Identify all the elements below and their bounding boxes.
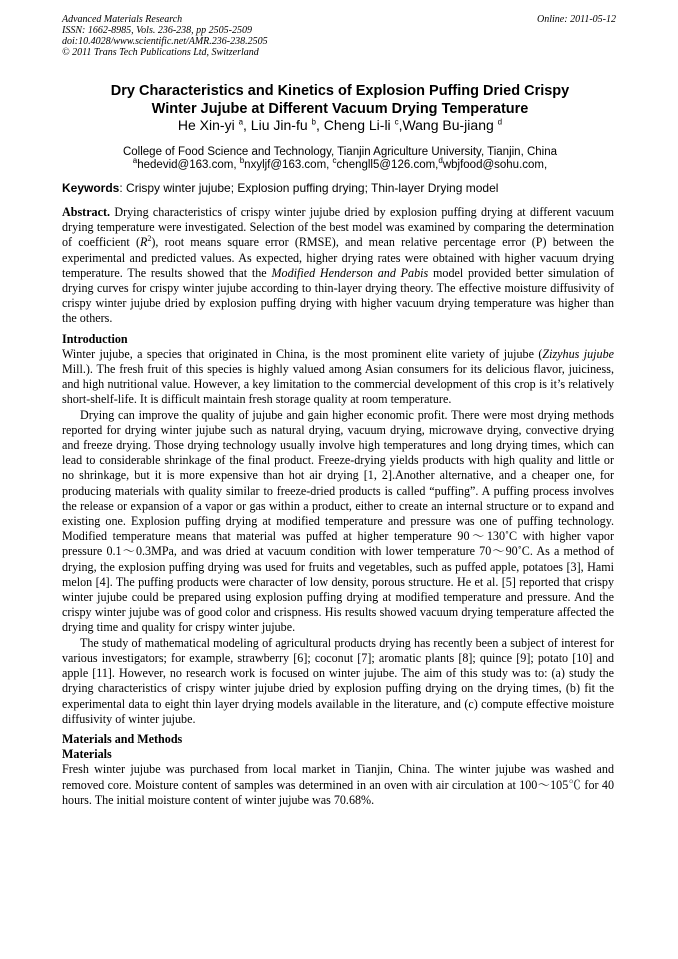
email-c[interactable]: chengll5@126.com, [336,159,439,171]
online-date: Online: 2011-05-12 [537,14,616,25]
doi-line: doi:10.4028/www.scientific.net/AMR.236-238.2505 [62,36,268,47]
intro-p1-text-a: Winter jujube, a species that originated in China, is the most prominent elite variety of jujube ( [62,346,543,361]
journal-name: Advanced Materials Research [62,14,183,25]
affiliation: College of Food Science and Technology, Tianjin Agriculture University, Tianjin, China [122,146,558,158]
author-4-marker: d [497,117,503,127]
methods-heading: Materials and Methods [62,731,183,746]
r-symbol: R [139,235,148,250]
intro-p1-text-b: Mill.). The fresh fruit of this species is highly valued among Asian consumers for its delicious flavor, juiciness, and high nutritional value. However, a key limitation to the commercial development of this crop is it’s relatively short-shelf-life. It is difficult maintain fresh storage quality at room temperature. [62,362,614,407]
email-list [62,158,618,172]
author-2-marker: b [311,117,316,127]
abstract-text-1: Drying characteristics of crispy winter jujube dried by explosion puffing drying at different vacuum drying temperature were investigated. Selection of the best model was examined by comparing the determination of coefficient ( [62,205,614,250]
intro-paragraph-1 [62,347,614,408]
email-b[interactable]: nxyljf@163.com, [244,159,333,171]
species-name: Zizyhus jujube [542,346,614,361]
issn-line: ISSN: 1662-8985, Vols. 236-238, pp 2505-2509 [62,25,252,36]
author-3: , Cheng Li-li [315,117,395,133]
abstract [62,205,614,327]
author-4: ,Wang Bu-jiang [398,117,498,133]
title-line-1: Dry Characteristics and Kinetics of Explosion Puffing Dried Crispy [110,83,570,99]
copyright-line: © 2011 Trans Tech Publications Ltd, Switzerland [62,47,259,58]
intro-paragraph-3: The study of mathematical modeling of agricultural products drying has recently been a subject of interest for various investigators; for example, strawberry [6]; coconut [7]; aromatic plants [8]; quince [9]; potato [10] and apple [11]. However, no research work is focused on winter jujube. The aim of this study was to: (a) study the drying characteristics of crispy winter jujube dried by explosion puffing drying on the drying times, (b) fit the experimental data to eight thin layer drying models available in the literature, and (c) compute effective moisture diffusivity of winter jujube. [62,635,614,726]
abstract-text-2: ), root means square error (RMSE), and mean relative percentage error (P) between the experimental and predicted values. As expected, higher drying rates were obtained with higher vacuum drying temperature. The results showed that the [62,235,615,280]
email-c-marker: c [332,156,337,166]
author-2: , Liu Jin-fu [243,117,312,133]
keywords-text: : Crispy winter jujube; Explosion puffing drying; Thin-layer Drying model [119,181,499,195]
journal-header [62,14,618,58]
author-1: He Xin-yi [177,117,239,133]
author-3-marker: c [394,117,399,127]
materials-subheading: Materials [62,747,112,762]
email-d[interactable]: wbjfood@sohu.com, [442,159,548,171]
email-a[interactable]: hedevid@163.com, [137,159,240,171]
keywords-label: Keywords [62,181,120,195]
author-1-marker: a [238,117,244,127]
introduction-heading: Introduction [62,331,128,346]
abstract-label: Abstract. [62,205,111,219]
model-name: Modified Henderson and Pabis [271,265,429,280]
abstract-text-3: model provided better simulation of drying curves for crispy winter jujube according to thin-layer drying theory. The effective moisture diffusivity of crispy winter jujube dried by explosion puffing drying with higher vacuum drying temperature was higher than the others. [62,265,614,326]
title-line-2: Winter Jujube at Different Vacuum Drying Temperature [151,101,529,117]
intro-paragraph-2: Drying can improve the quality of jujube and gain higher economic profit. There were most drying methods reported for drying winter jujube such as natural drying, vacuum drying, microwave drying, convective drying and freeze drying. Those drying technology usually involve high temperatures and long drying times, which can lead to considerable shrinkage of the final product. Freeze-drying yields products with high quality and little or no shrinkage, but it is more expensive than hot air drying [1, 2].Another alternative, and a cheaper one, for producing materials with quality similar to freeze-dried products is called “puffing”. A puffing process involves the release or expansion of a vapor or gas within a product, either to create an internal structure or to expand and existing one. Explosion puffing drying at modified temperature and pressure was one of puffing technology. Modified temperature means that material was puffed at higher temperature 90～130˚C with higher vapor pressure 0.1～0.3MPa, and was dried at vacuum condition with lower temperature 70～90˚C. As a method of drying, the explosion puffing drying was used for fruits and vegetables, such as puffed apple, potatoes [3], Hami melon [4]. The puffing products were character of low density, porous structure. He et al. [5] reported that crispy winter jujube could be prepared using explosion puffing drying at modified temperature and pressure. And the crispy winter jujube was of good color and crispness. His results showed vacuum drying temperature affected the drying time and quality for crispy winter jujube. [62,407,614,635]
paper-body [62,205,614,808]
email-d-marker: d [438,156,443,166]
keywords [62,181,618,196]
email-b-marker: b [239,156,245,166]
email-a-marker: a [132,156,138,166]
materials-paragraph: Fresh winter jujube was purchased from local market in Tianjin, China. The winter jujube was washed and removed core. Moisture content of samples was determined in an oven with air circulation at 100～105℃ for 40 hours. The initial moisture content of winter jujube was 70.68%. [62,762,614,807]
r-superscript: 2 [147,234,152,244]
paper-title [62,82,618,118]
author-list [62,117,618,134]
